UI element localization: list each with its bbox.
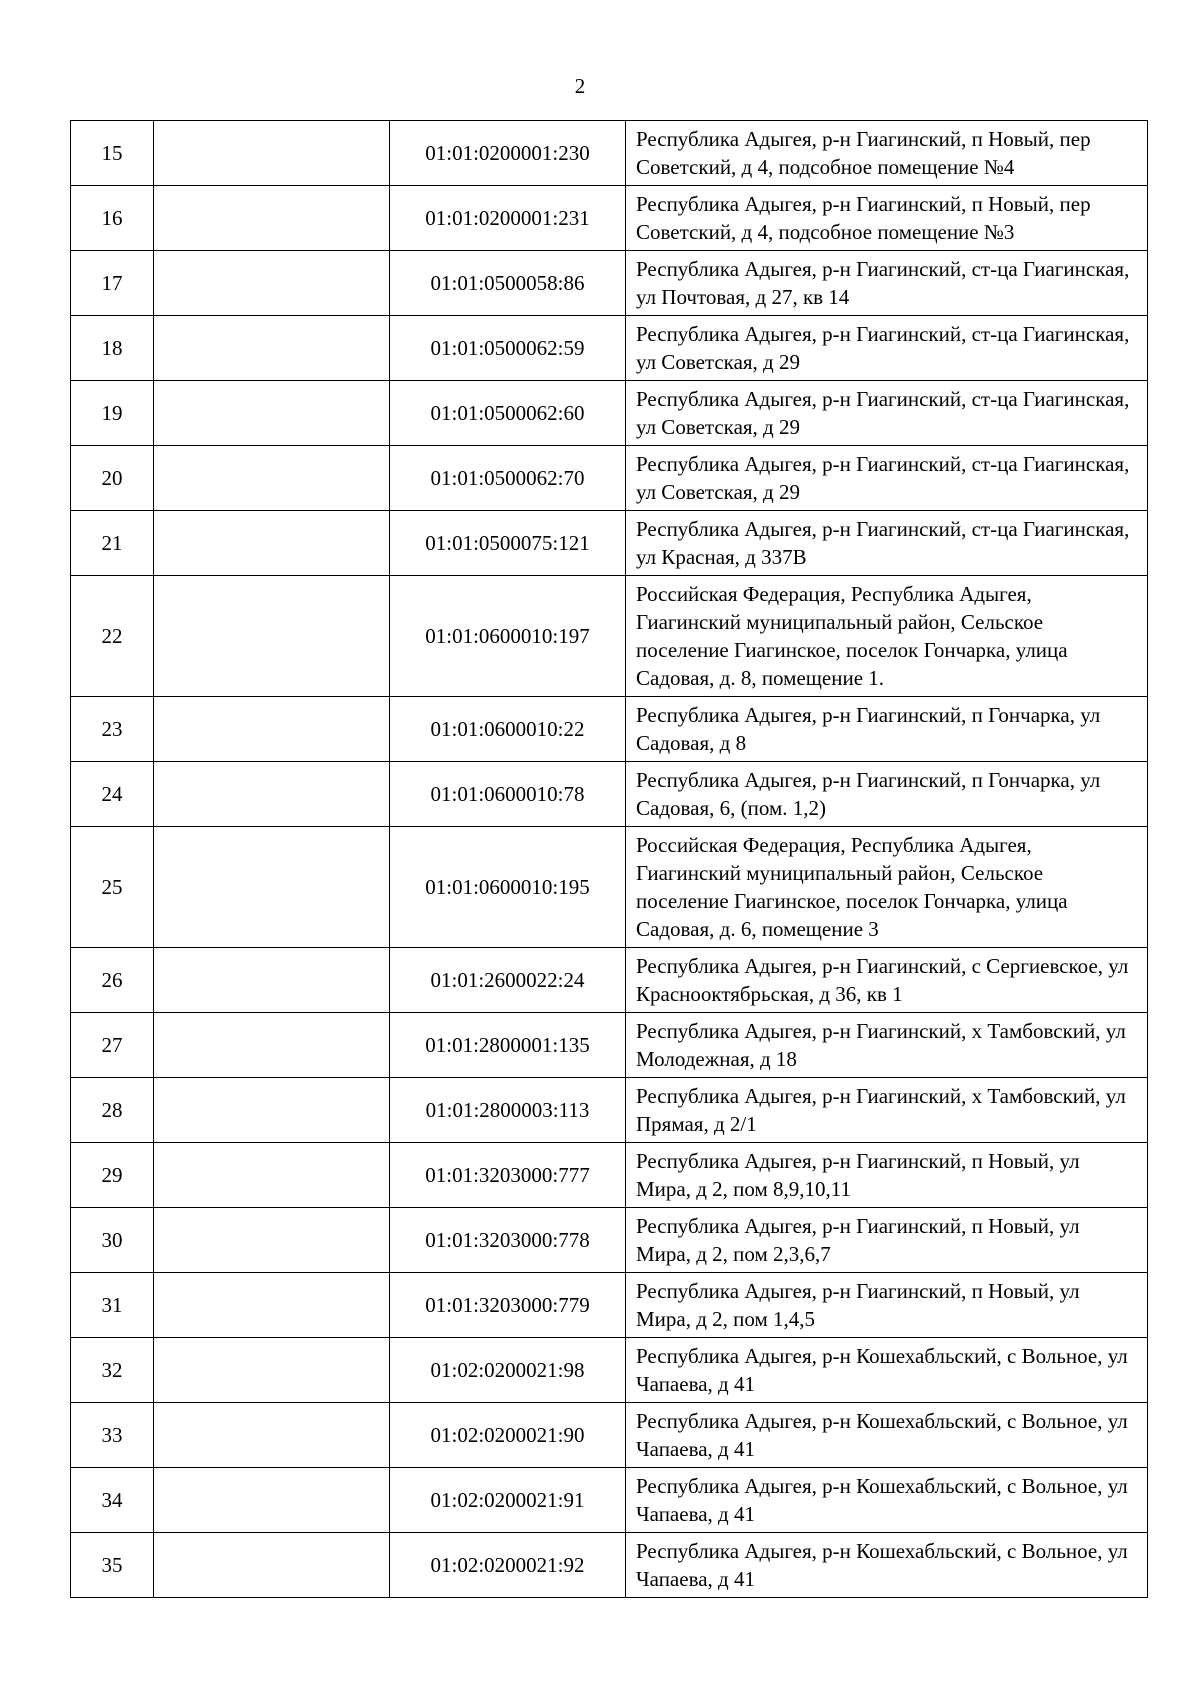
table-row: [71, 446, 1148, 511]
owner-cell: [154, 1468, 390, 1533]
owner-cell: [154, 446, 390, 511]
table-row: [71, 1468, 1148, 1533]
cadastral-number-cell: 01:01:0200001:231: [390, 186, 626, 251]
address-cell: Республика Адыгея, р-н Гиагинский, п Новый, ул Мира, д 2, пом 2,3,6,7: [626, 1208, 1148, 1273]
row-number-cell: 26: [71, 948, 154, 1013]
row-number-cell: 16: [71, 186, 154, 251]
address-cell: Республика Адыгея, р-н Гиагинский, х Тамбовский, ул Прямая, д 2/1: [626, 1078, 1148, 1143]
owner-cell: [154, 186, 390, 251]
row-number-cell: 22: [71, 576, 154, 697]
table-row: [71, 948, 1148, 1013]
table-row: [71, 316, 1148, 381]
address-cell: Республика Адыгея, р-н Гиагинский, ст-ца Гиагинская, ул Советская, д 29: [626, 316, 1148, 381]
row-number-cell: 17: [71, 251, 154, 316]
table-row: [71, 1208, 1148, 1273]
owner-cell: [154, 1533, 390, 1598]
address-cell: Республика Адыгея, р-н Гиагинский, ст-ца Гиагинская, ул Красная, д 337В: [626, 511, 1148, 576]
cadastral-number-cell: 01:02:0200021:91: [390, 1468, 626, 1533]
address-cell: Республика Адыгея, р-н Гиагинский, ст-ца Гиагинская, ул Почтовая, д 27, кв 14: [626, 251, 1148, 316]
cadastral-number-cell: 01:01:0600010:195: [390, 827, 626, 948]
row-number-cell: 20: [71, 446, 154, 511]
owner-cell: [154, 1078, 390, 1143]
owner-cell: [154, 121, 390, 186]
owner-cell: [154, 827, 390, 948]
table-row: [71, 121, 1148, 186]
table-row: [71, 1403, 1148, 1468]
table-row: [71, 1338, 1148, 1403]
table-row: [71, 1533, 1148, 1598]
address-cell: Республика Адыгея, р-н Гиагинский, п Гончарка, ул Садовая, д 8: [626, 697, 1148, 762]
owner-cell: [154, 1208, 390, 1273]
row-number-cell: 28: [71, 1078, 154, 1143]
row-number-cell: 24: [71, 762, 154, 827]
owner-cell: [154, 1338, 390, 1403]
row-number-cell: 21: [71, 511, 154, 576]
page-number: 2: [574, 74, 586, 98]
cadastral-number-cell: 01:01:3203000:779: [390, 1273, 626, 1338]
owner-cell: [154, 948, 390, 1013]
owner-cell: [154, 697, 390, 762]
address-cell: Республика Адыгея, р-н Гиагинский, ст-ца Гиагинская, ул Советская, д 29: [626, 446, 1148, 511]
table-row: [71, 251, 1148, 316]
cadastral-number-cell: 01:01:0500062:59: [390, 316, 626, 381]
owner-cell: [154, 1273, 390, 1338]
address-cell: Республика Адыгея, р-н Гиагинский, с Сергиевское, ул Краснооктябрьская, д 36, кв 1: [626, 948, 1148, 1013]
cadastral-number-cell: 01:02:0200021:98: [390, 1338, 626, 1403]
table-row: [71, 1143, 1148, 1208]
owner-cell: [154, 316, 390, 381]
table-row: [71, 1273, 1148, 1338]
table-row: [71, 697, 1148, 762]
cadastral-number-cell: 01:01:3203000:777: [390, 1143, 626, 1208]
table-row: [71, 827, 1148, 948]
table-row: [71, 511, 1148, 576]
table-row: [71, 1078, 1148, 1143]
cadastral-number-cell: 01:01:0600010:78: [390, 762, 626, 827]
cadastral-number-cell: 01:01:0500075:121: [390, 511, 626, 576]
row-number-cell: 29: [71, 1143, 154, 1208]
row-number-cell: 31: [71, 1273, 154, 1338]
row-number-cell: 30: [71, 1208, 154, 1273]
cadastral-number-cell: 01:01:0500058:86: [390, 251, 626, 316]
address-cell: Республика Адыгея, р-н Гиагинский, ст-ца Гиагинская, ул Советская, д 29: [626, 381, 1148, 446]
row-number-cell: 15: [71, 121, 154, 186]
table-row: [71, 1013, 1148, 1078]
table-row: [71, 762, 1148, 827]
row-number-cell: 25: [71, 827, 154, 948]
table-row: [71, 576, 1148, 697]
row-number-cell: 32: [71, 1338, 154, 1403]
address-cell: Республика Адыгея, р-н Кошехабльский, с Вольное, ул Чапаева, д 41: [626, 1403, 1148, 1468]
cadastral-number-cell: 01:01:0600010:22: [390, 697, 626, 762]
cadastral-number-cell: 01:02:0200021:92: [390, 1533, 626, 1598]
address-cell: Республика Адыгея, р-н Гиагинский, п Новый, ул Мира, д 2, пом 1,4,5: [626, 1273, 1148, 1338]
table-row: [71, 381, 1148, 446]
address-cell: Российская Федерация, Республика Адыгея, Гиагинский муниципальный район, Сельское поселение Гиагинское, поселок Гончарка, улица Садовая, д. 6, помещение 3: [626, 827, 1148, 948]
row-number-cell: 18: [71, 316, 154, 381]
cadastral-number-cell: 01:01:0500062:70: [390, 446, 626, 511]
owner-cell: [154, 1013, 390, 1078]
table-row: [71, 186, 1148, 251]
row-number-cell: 33: [71, 1403, 154, 1468]
cadastral-number-cell: 01:01:2600022:24: [390, 948, 626, 1013]
cadastral-number-cell: 01:01:0500062:60: [390, 381, 626, 446]
row-number-cell: 23: [71, 697, 154, 762]
owner-cell: [154, 1403, 390, 1468]
owner-cell: [154, 511, 390, 576]
address-cell: Республика Адыгея, р-н Гиагинский, х Тамбовский, ул Молодежная, д 18: [626, 1013, 1148, 1078]
cadastral-number-cell: 01:01:0600010:197: [390, 576, 626, 697]
address-cell: Республика Адыгея, р-н Гиагинский, п Гончарка, ул Садовая, 6, (пом. 1,2): [626, 762, 1148, 827]
address-cell: Республика Адыгея, р-н Кошехабльский, с Вольное, ул Чапаева, д 41: [626, 1533, 1148, 1598]
row-number-cell: 35: [71, 1533, 154, 1598]
owner-cell: [154, 381, 390, 446]
address-cell: Республика Адыгея, р-н Гиагинский, п Новый, пер Советский, д 4, подсобное помещение №3: [626, 186, 1148, 251]
table-body: [71, 121, 1148, 1598]
address-cell: Республика Адыгея, р-н Кошехабльский, с Вольное, ул Чапаева, д 41: [626, 1338, 1148, 1403]
owner-cell: [154, 762, 390, 827]
address-cell: Российская Федерация, Республика Адыгея, Гиагинский муниципальный район, Сельское поселение Гиагинское, поселок Гончарка, улица Садовая, д. 8, помещение 1.: [626, 576, 1148, 697]
owner-cell: [154, 1143, 390, 1208]
cadastral-number-cell: 01:02:0200021:90: [390, 1403, 626, 1468]
cadastral-number-cell: 01:01:2800001:135: [390, 1013, 626, 1078]
owner-cell: [154, 251, 390, 316]
row-number-cell: 19: [71, 381, 154, 446]
row-number-cell: 34: [71, 1468, 154, 1533]
cadastral-number-cell: 01:01:2800003:113: [390, 1078, 626, 1143]
address-cell: Республика Адыгея, р-н Гиагинский, п Новый, пер Советский, д 4, подсобное помещение №4: [626, 121, 1148, 186]
row-number-cell: 27: [71, 1013, 154, 1078]
address-cell: Республика Адыгея, р-н Гиагинский, п Новый, ул Мира, д 2, пом 8,9,10,11: [626, 1143, 1148, 1208]
cadastral-number-cell: 01:01:0200001:230: [390, 121, 626, 186]
address-cell: Республика Адыгея, р-н Кошехабльский, с Вольное, ул Чапаева, д 41: [626, 1468, 1148, 1533]
property-table: [70, 120, 1148, 1598]
owner-cell: [154, 576, 390, 697]
cadastral-number-cell: 01:01:3203000:778: [390, 1208, 626, 1273]
